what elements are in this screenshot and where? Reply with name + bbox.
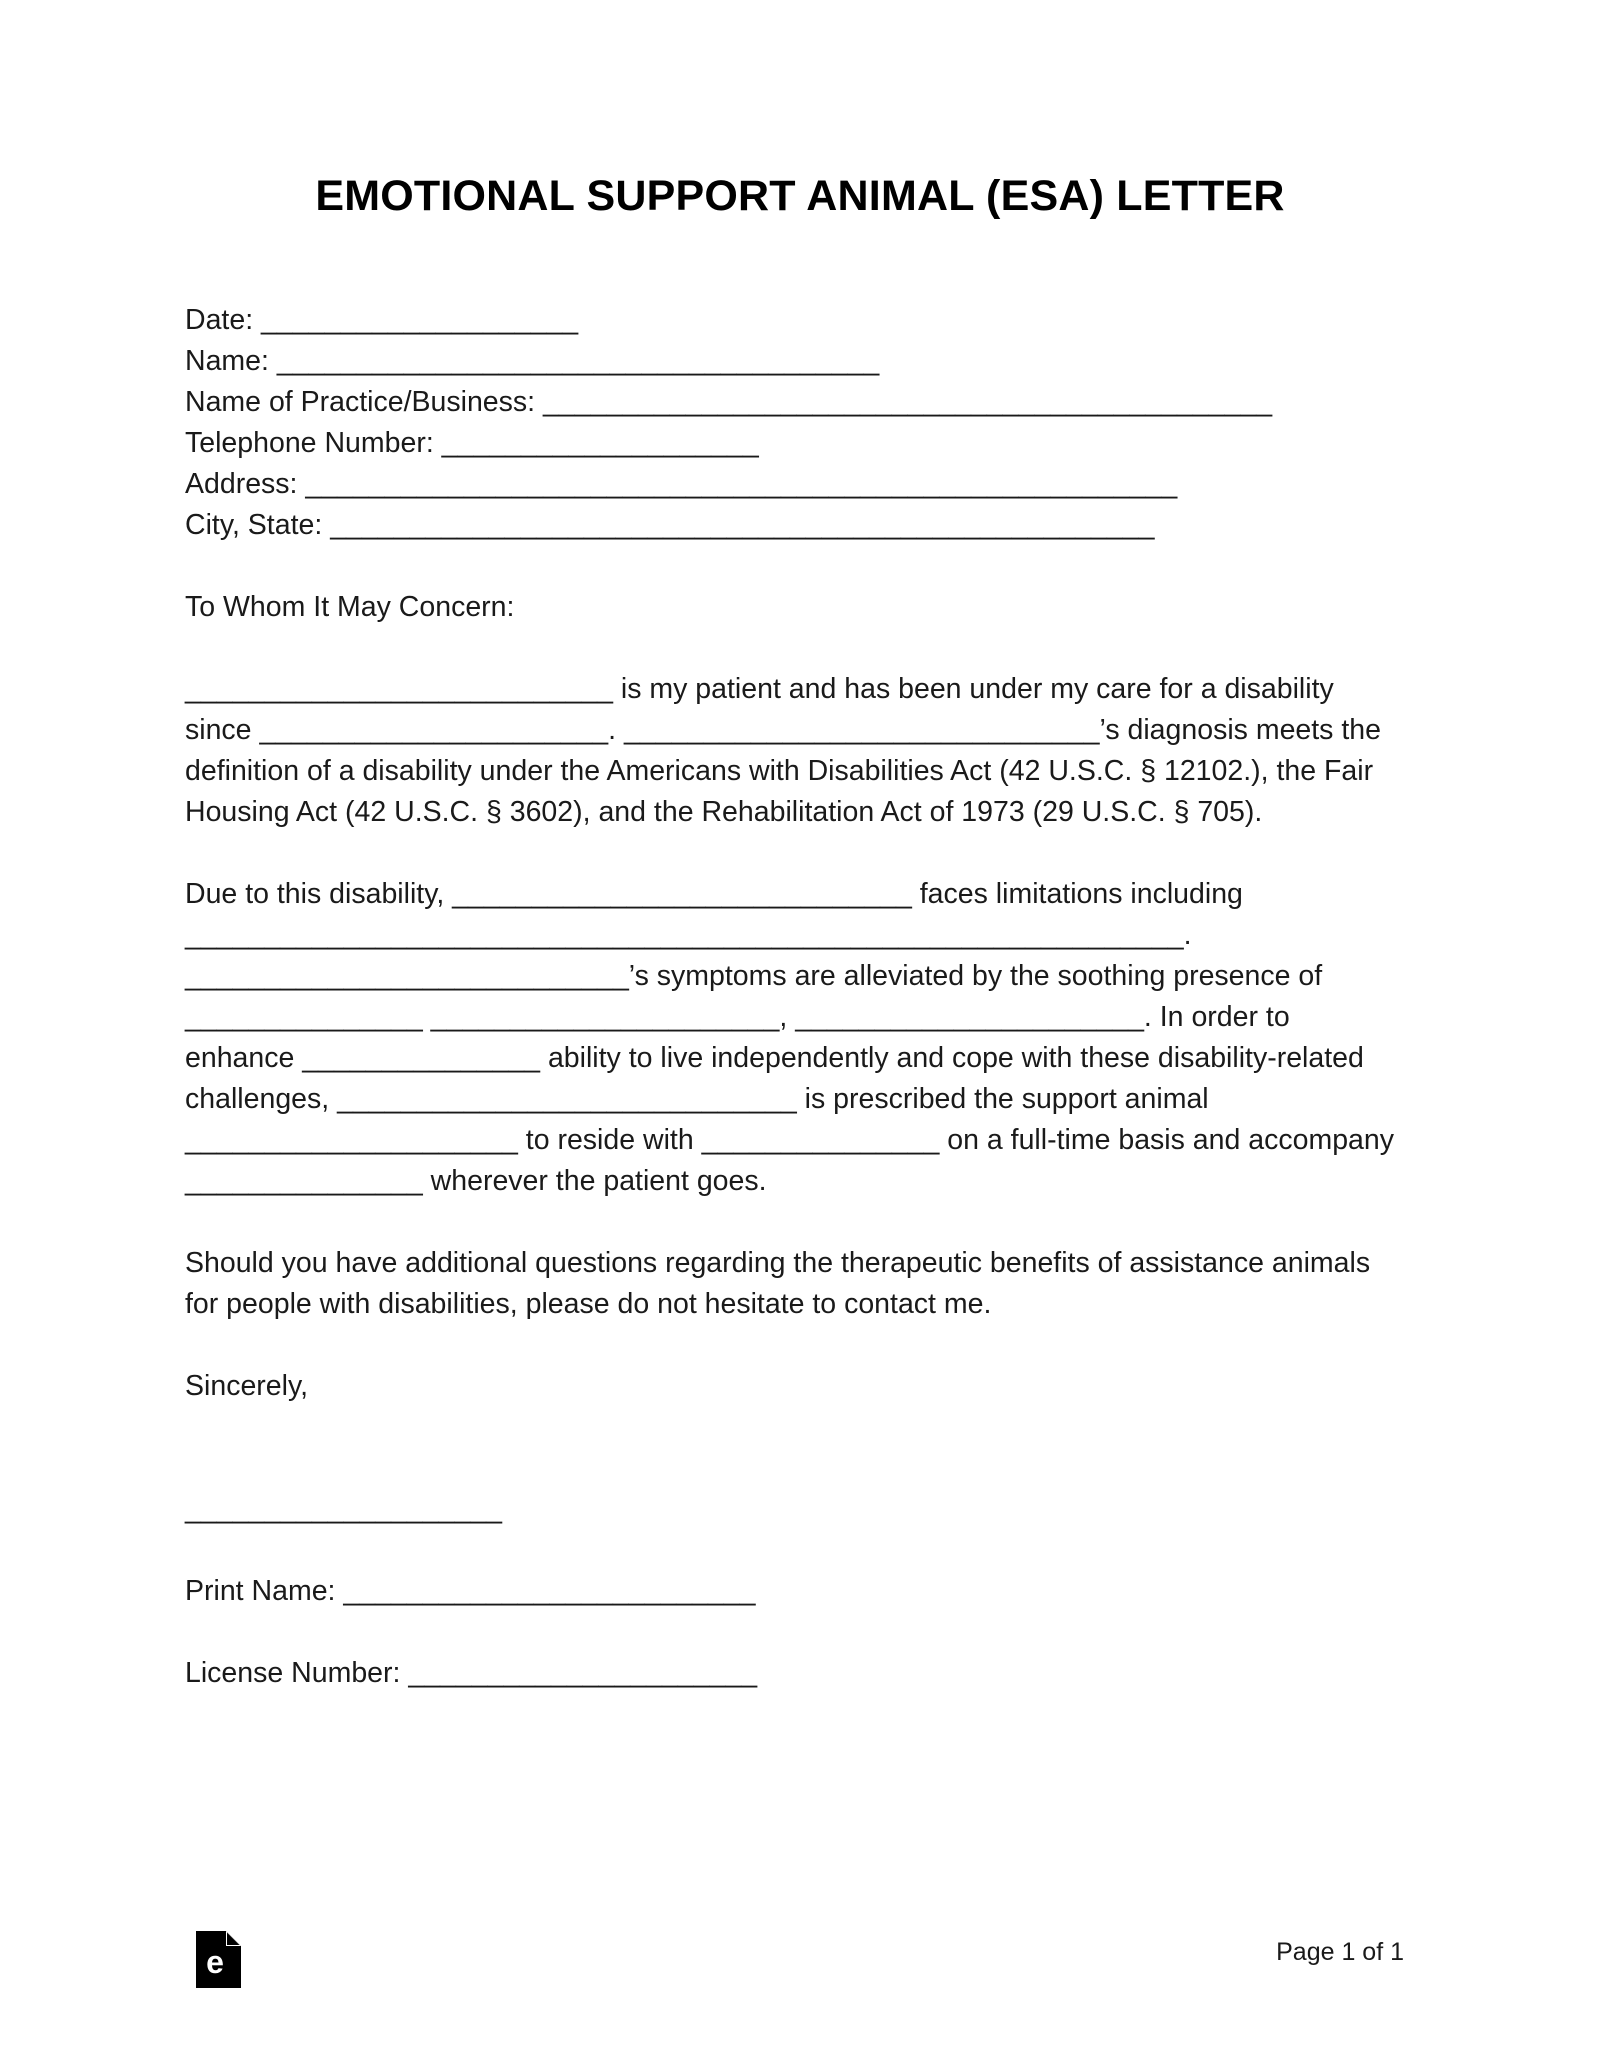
field-name-label: Name:: [185, 345, 269, 377]
field-practice-business-blank[interactable]: ______________________________________________: [535, 386, 1273, 418]
signature-line[interactable]: ____________________: [185, 1493, 503, 1525]
field-city-state: [185, 505, 1400, 546]
field-practice-business: [185, 382, 1400, 423]
field-date: [185, 300, 1400, 341]
svg-text:e: e: [206, 1944, 224, 1980]
body-paragraph-3: Should you have additional questions regarding the therapeutic benefits of assistance animals for people with disabilities, please do not hesitate to contact me.: [185, 1247, 1371, 1320]
license-number-field[interactable]: License Number: ______________________: [185, 1657, 758, 1689]
field-telephone-number-blank[interactable]: ____________________: [433, 427, 759, 459]
document-body: [185, 300, 1400, 1694]
field-name: [185, 341, 1400, 382]
body-paragraph-1: ___________________________ is my patient and has been under my care for a disability since ______________________. ______________________________’s diagnosis meets the definition of a disability under the Americans with Disabilities Act (42 U.S.C. § 12102.), the Fair Housing Act (42 U.S.C. § 3602), and the Rehabilitation Act of 1973 (29 U.S.C. § 705).: [185, 673, 1381, 828]
field-telephone-number-label: Telephone Number:: [185, 427, 434, 459]
salutation: To Whom It May Concern:: [185, 591, 515, 623]
field-address: [185, 464, 1400, 505]
closing-sincerely: Sincerely,: [185, 1370, 309, 1402]
field-telephone-number: [185, 423, 1400, 464]
header-fields-block: [185, 300, 1400, 546]
print-name-field[interactable]: Print Name: __________________________: [185, 1575, 756, 1607]
field-city-state-blank[interactable]: ____________________________________________________: [322, 509, 1155, 541]
field-address-blank[interactable]: _______________________________________________________: [297, 468, 1178, 500]
page-number: Page 1 of 1: [1276, 1938, 1404, 1966]
eforms-logo-icon: [196, 1931, 241, 1988]
page-title: EMOTIONAL SUPPORT ANIMAL (ESA) LETTER: [315, 172, 1285, 220]
field-address-label: Address:: [185, 468, 298, 500]
field-name-blank[interactable]: ______________________________________: [268, 345, 880, 377]
field-practice-business-label: Name of Practice/Business:: [185, 386, 536, 418]
body-paragraph-2: Due to this disability, _____________________________ faces limitations including _______________________________________________________________. ____________________________’s symptoms are alleviated by the soothing presence of _______________ ______________________, ______________________. In order to enhance _______________ ability to live independently and cope with these disability-related challenges, _____________________________ is prescribed the support animal _____________________ to reside with _______________ on a full-time basis and accompany _______________ wherever the patient goes.: [185, 878, 1395, 1197]
field-date-blank[interactable]: ____________________: [253, 304, 579, 336]
page-footer: [0, 1930, 1600, 2040]
field-city-state-label: City, State:: [185, 509, 323, 541]
field-date-label: Date:: [185, 304, 254, 336]
